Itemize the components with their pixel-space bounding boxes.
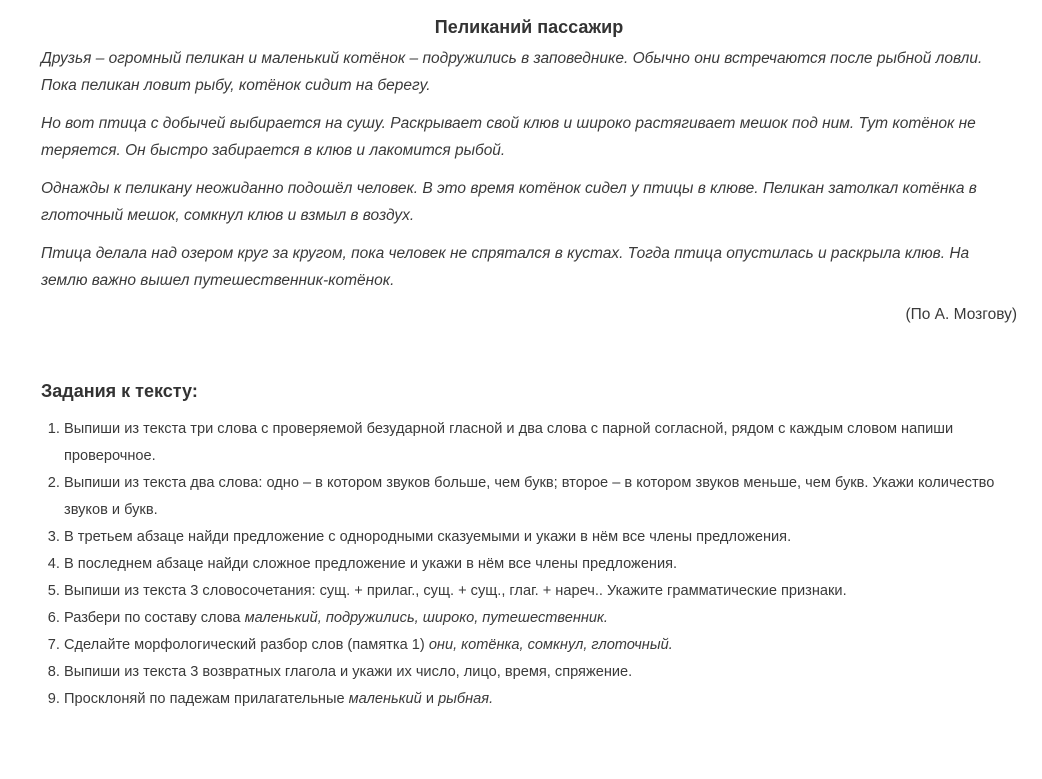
story-paragraph-2: Но вот птица с добычей выбирается на сушу. Раскрывает свой клюв и широко растягивает мешок под ним. Тут котёнок не теряется. Он быстро забирается в клюв и лакомится рыбой. <box>41 115 976 159</box>
task-item-6 <box>64 605 1017 632</box>
task-item-7 <box>64 632 1017 659</box>
story-title: Пеликаний пассажир <box>434 17 624 37</box>
task-text: Разбери по составу слова <box>64 610 245 626</box>
task-item-4 <box>64 551 1017 578</box>
task-text: В последнем абзаце найди сложное предложение и укажи в нём все члены предложения. <box>64 556 678 572</box>
task-words-2: рыбная. <box>438 691 494 707</box>
task-item-8 <box>64 659 1017 686</box>
task-text: Выпиши из текста 3 возвратных глагола и укажи их число, лицо, время, спряжение. <box>64 664 633 680</box>
task-text: Выпиши из текста три слова с проверяемой безударной гласной и два слова с парной согласной, рядом с каждым словом напиши проверочное. <box>64 421 954 464</box>
task-item-1 <box>64 416 1017 470</box>
task-text: Выпиши из текста два слова: одно – в котором звуков больше, чем букв; второе – в котором звуков меньше, чем букв. Укажи количество звуков и букв. <box>64 475 995 518</box>
task-item-3 <box>64 524 1017 551</box>
task-text: Выпиши из текста 3 словосочетания: сущ. + прилаг., сущ. + сущ., глаг. + нареч.. Укажите грамматические признаки. <box>64 583 847 599</box>
task-text-connector: и <box>421 691 439 707</box>
task-text: В третьем абзаце найди предложение с однородными сказуемыми и укажи в нём все члены предложения. <box>64 529 792 545</box>
task-text: Сделайте морфологический разбор слов (памятка 1) <box>64 637 429 653</box>
story-attribution: (По А. Мозгову) <box>905 306 1017 323</box>
tasks-heading: Задания к тексту: <box>41 381 198 401</box>
task-words: маленький, подружились, широко, путешественник. <box>244 610 608 626</box>
tasks-list <box>41 416 1017 713</box>
story-paragraph-1: Друзья – огромный пеликан и маленький котёнок – подружились в заповеднике. Обычно они встречаются после рыбной ловли. Пока пеликан ловит рыбу, котёнок сидит на берегу. <box>41 50 983 94</box>
task-item-9 <box>64 686 1017 713</box>
task-words: они, котёнка, сомкнул, глоточный. <box>428 637 673 653</box>
task-item-2 <box>64 470 1017 524</box>
document-page <box>41 0 1017 713</box>
task-item-5 <box>64 578 1017 605</box>
story-text <box>41 45 1017 328</box>
task-text: Просклоняй по падежам прилагательные <box>64 691 349 707</box>
story-paragraph-4: Птица делала над озером круг за кругом, пока человек не спрятался в кустах. Тогда птица опустилась и раскрыла клюв. На землю важно вышел путешественник-котёнок. <box>41 245 970 289</box>
task-words: маленький <box>348 691 422 707</box>
story-paragraph-3: Однажды к пеликану неожиданно подошёл человек. В это время котёнок сидел у птицы в клюве. Пеликан затолкал котёнка в глоточный мешок, сомкнул клюв и взмыл в воздух. <box>41 180 977 224</box>
